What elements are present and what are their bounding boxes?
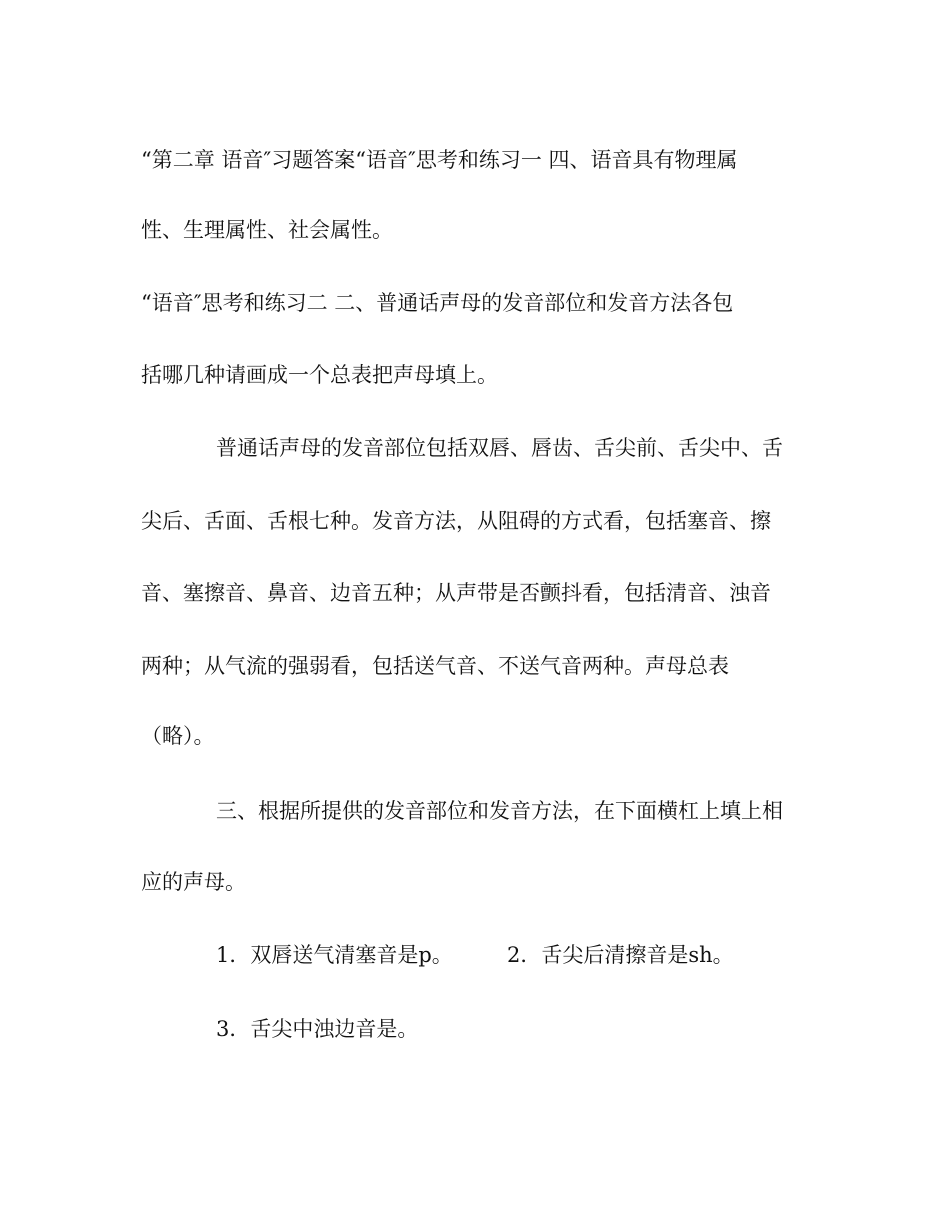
paragraph-3-line-1: 普通话声母的发音部位包括双唇、唇齿、舌尖前、舌尖中、舌 (216, 436, 783, 460)
exercise-item-2: 2．舌尖后清擦音是sh。 (507, 943, 734, 967)
paragraph-2-line-2: 括哪几种请画成一个总表把声母填上。 (141, 363, 498, 387)
paragraph-4-line-2: 应的声母。 (141, 870, 246, 894)
paragraph-1-line-2: 性、生理属性、社会属性。 (141, 218, 393, 242)
paragraph-3-line-4: 两种；从气流的强弱看，包括送气音、不送气音两种。声母总表 (141, 654, 729, 678)
paragraph-3-line-5: （略）。 (141, 724, 215, 748)
exercise-item-1: 1．双唇送气清塞音是p。 (216, 943, 453, 967)
paragraph-2-line-1: “语音″思考和练习二 二、普通话声母的发音部位和发音方法各包 (141, 291, 734, 315)
paragraph-3-line-3: 音、塞擦音、鼻音、边音五种；从声带是否颤抖看，包括清音、浊音 (141, 581, 771, 605)
paragraph-4-line-1: 三、根据所提供的发音部位和发音方法，在下面横杠上填上相 (216, 799, 783, 823)
paragraph-3-line-2: 尖后、舌面、舌根七种。发音方法，从阻碍的方式看，包括塞音、擦 (141, 509, 771, 533)
paragraph-1-line-1: “第二章 语音″习题答案“语音″思考和练习一 四、语音具有物理属 (141, 148, 738, 172)
exercise-item-3: 3．舌尖中浊边音是。 (216, 1017, 419, 1041)
